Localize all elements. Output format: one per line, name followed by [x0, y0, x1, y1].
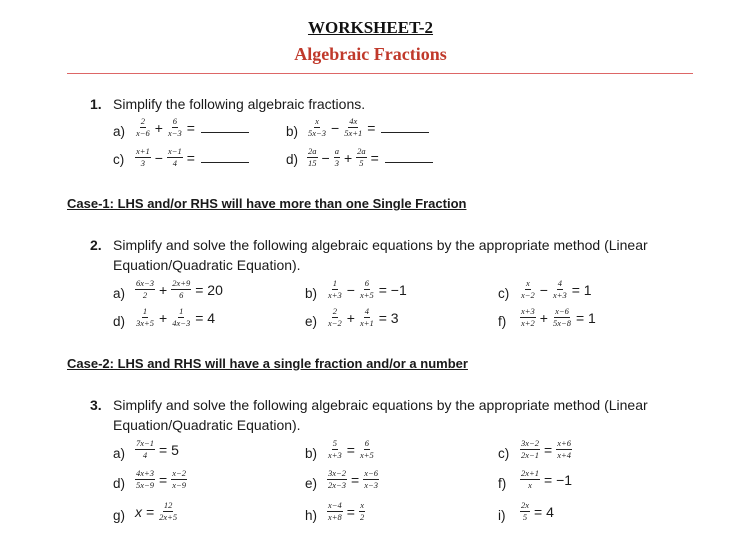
- q2e-expression: $\frac{2}{x-2}$ + $\frac{4}{x+1}$ = 3: [328, 306, 399, 328]
- q3a-label: a): [113, 446, 126, 461]
- case-1-heading: Case-1: LHS and/or RHS will have more than one Single Fraction: [67, 196, 467, 211]
- q3b-label: b): [305, 446, 318, 461]
- q3d-label: d): [113, 476, 126, 491]
- q3c-label: c): [498, 446, 510, 461]
- q3g-expression: x = $\frac{12}{2x+5}$: [135, 500, 178, 522]
- q1c-label: c): [113, 152, 125, 167]
- worksheet-subtitle: Algebraic Fractions: [294, 44, 447, 64]
- q2-instruction-line2: Equation/Quadratic Equation).: [113, 257, 301, 273]
- q1-instruction: Simplify the following algebraic fractions.: [113, 96, 366, 112]
- q1b-label: b): [286, 124, 299, 139]
- answer-blank: [385, 152, 433, 163]
- q2c-expression: $\frac{x}{x-2}$ − $\frac{4}{x+3}$ = 1: [521, 278, 592, 300]
- q3f-expression: $\frac{2x+1}{x}$ = −1: [521, 468, 573, 490]
- q2f-label: f): [498, 314, 507, 329]
- q2f-expression: $\frac{x+3}{x+2}$ + $\frac{x-6}{5x-8}$ = 1: [521, 306, 596, 328]
- q3c-expression: $\frac{3x-2}{2x-1}$ = $\frac{x+6}{x+4}$: [521, 438, 571, 460]
- answer-blank: [201, 122, 249, 133]
- q2-instruction-line1: Simplify and solve the following algebraic equations by the appropriate method (Linear: [113, 237, 648, 253]
- q3-instruction-line1: Simplify and solve the following algebraic equations by the appropriate method (Linear: [113, 397, 648, 413]
- q2b-label: b): [305, 286, 318, 301]
- q2d-label: d): [113, 314, 126, 329]
- header-divider: [67, 73, 693, 74]
- q3i-label: i): [498, 508, 506, 523]
- q2e-label: e): [305, 314, 318, 329]
- q1d-label: d): [286, 152, 299, 167]
- worksheet-title: WORKSHEET-2: [307, 18, 434, 37]
- q1b-expression: $\frac{x}{5x-3}$ − $\frac{4x}{5x+1}$ =: [305, 116, 429, 139]
- q3-number: 3.: [90, 397, 102, 413]
- q1-number: 1.: [90, 96, 102, 112]
- answer-blank: [381, 122, 429, 133]
- case-2-heading: Case-2: LHS and RHS will have a single fraction and/or a number: [67, 356, 468, 371]
- q1d-expression: $\frac{2a}{15}$ − $\frac{a}{3}$ + $\frac{2a}{5}$ =: [305, 146, 433, 169]
- answer-blank: [201, 152, 249, 163]
- q3h-expression: $\frac{x-4}{x+8}$ = $\frac{x}{2}$: [328, 500, 365, 522]
- q1c-expression: $\frac{x+1}{3}$ − $\frac{x-1}{4}$ =: [133, 146, 249, 169]
- q3-instruction-line2: Equation/Quadratic Equation).: [113, 417, 301, 433]
- q3g-label: g): [113, 508, 126, 523]
- q2d-expression: $\frac{1}{3x+5}$ + $\frac{1}{4x-3}$ = 4: [136, 306, 216, 328]
- q2-number: 2.: [90, 237, 102, 253]
- q2a-expression: $\frac{6x-3}{2}$ + $\frac{2x+9}{6}$ = 20: [136, 278, 223, 300]
- q3b-expression: $\frac{5}{x+3}$ = $\frac{6}{x+5}$: [328, 438, 374, 460]
- q3d-expression: $\frac{4x+3}{5x-9}$ = $\frac{x-2}{x-9}$: [136, 468, 186, 490]
- q3i-expression: $\frac{2x}{5}$ = 4: [521, 500, 554, 522]
- q2a-label: a): [113, 286, 126, 301]
- q3e-expression: $\frac{3x-2}{2x-3}$ = $\frac{x-6}{x-3}$: [328, 468, 378, 490]
- q2b-expression: $\frac{1}{x+3}$ − $\frac{6}{x+5}$ = −1: [328, 278, 407, 300]
- q2c-label: c): [498, 286, 510, 301]
- q1a-label: a): [113, 124, 126, 139]
- q3f-label: f): [498, 476, 507, 491]
- q3h-label: h): [305, 508, 318, 523]
- q3e-label: e): [305, 476, 318, 491]
- q3a-expression: $\frac{7x-1}{4}$ = 5: [136, 438, 179, 460]
- q1a-expression: $\frac{2}{x-6}$ + $\frac{6}{x-3}$ =: [133, 116, 249, 139]
